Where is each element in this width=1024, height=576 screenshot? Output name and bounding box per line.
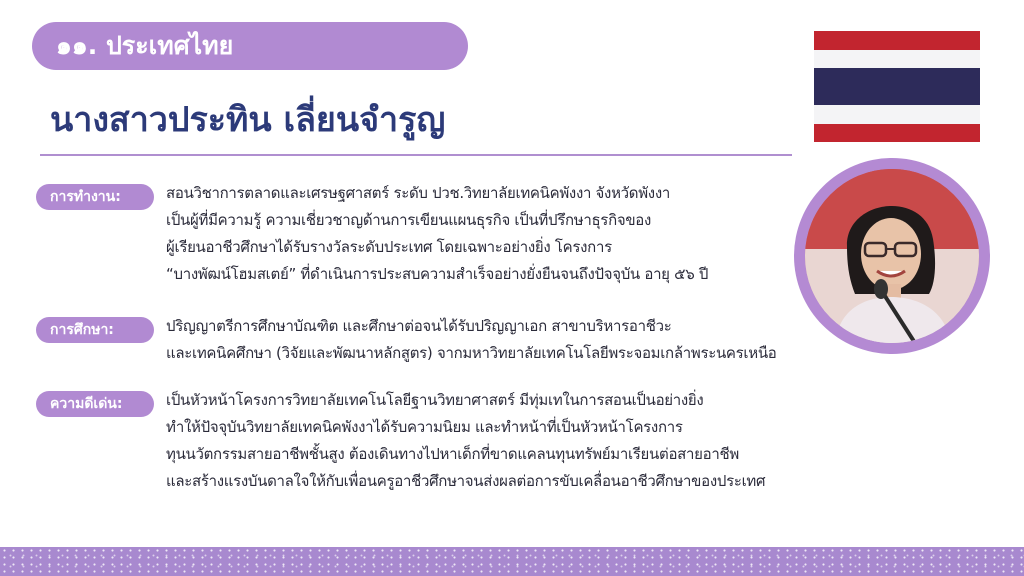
- work-line: เป็นผู้ที่มีความรู้ ความเชี่ยวชาญด้านการเขียนแผนธุรกิจ เป็นที่ปรึกษาธุรกิจของ: [166, 211, 652, 229]
- education-label: การศึกษา:: [36, 317, 154, 343]
- work-line: “บางพัฒน์โฮมสเตย์” ที่ดำเนินการประสบความสำเร็จอย่างยั่งยืนจนถึงปัจจุบัน อายุ ๕๖ ปี: [166, 265, 709, 283]
- achievement-line: และสร้างแรงบันดาลใจให้กับเพื่อนครูอาชีวศึกษาจนส่งผลต่อการขับเคลื่อนอาชีวศึกษาของประเทศ: [166, 472, 766, 490]
- achievement-label: ความดีเด่น:: [36, 391, 154, 417]
- achievement-paragraph: [166, 387, 846, 495]
- education-paragraph: [166, 313, 846, 367]
- country-title-pill: [32, 22, 468, 70]
- achievement-line: ทุนนวัตกรรมสายอาชีพชั้นสูง ต้องเดินทางไปหาเด็กที่ขาดแคลนทุนทรัพย์มาเรียนต่อสายอาชีพ: [166, 445, 739, 463]
- header-divider: [40, 154, 792, 156]
- education-line: และเทคนิคศึกษา (วิจัยและพัฒนาหลักสูตร) จากมหาวิทยาลัยเทคโนโลยีพระจอมเกล้าพระนครเหนือ: [166, 344, 777, 362]
- work-line: สอนวิชาการตลาดและเศรษฐศาสตร์ ระดับ ปวช.วิทยาลัยเทคนิคพังงา จังหวัดพังงา: [166, 184, 670, 202]
- education-line: ปริญญาตรีการศึกษาบัณฑิต และศึกษาต่อจนได้รับปริญญาเอก สาขาบริหารอาชีวะ: [166, 317, 672, 335]
- decorative-bottom-band: [0, 547, 1024, 576]
- achievement-line: เป็นหัวหน้าโครงการวิทยาลัยเทคโนโลยีฐานวิทยาศาสตร์ มีทุ่มเทในการสอนเป็นอย่างยิ่ง: [166, 391, 704, 409]
- achievement-line: ทำให้ปัจจุบันวิทยาลัยเทคนิคพังงาได้รับความนิยม และทำหน้าที่เป็นหัวหน้าโครงการ: [166, 418, 683, 436]
- work-label: การทำงาน:: [36, 184, 154, 210]
- thailand-flag-icon: [814, 31, 980, 142]
- country-title: ๑๑. ประเทศไทย: [56, 31, 234, 60]
- person-name: นางสาวประทิน เลี่ยนจำรูญ: [50, 100, 446, 140]
- work-paragraph: [166, 180, 846, 288]
- work-line: ผู้เรียนอาชีวศึกษาได้รับรางวัลระดับประเทศ โดยเฉพาะอย่างยิ่ง โครงการ: [166, 238, 612, 256]
